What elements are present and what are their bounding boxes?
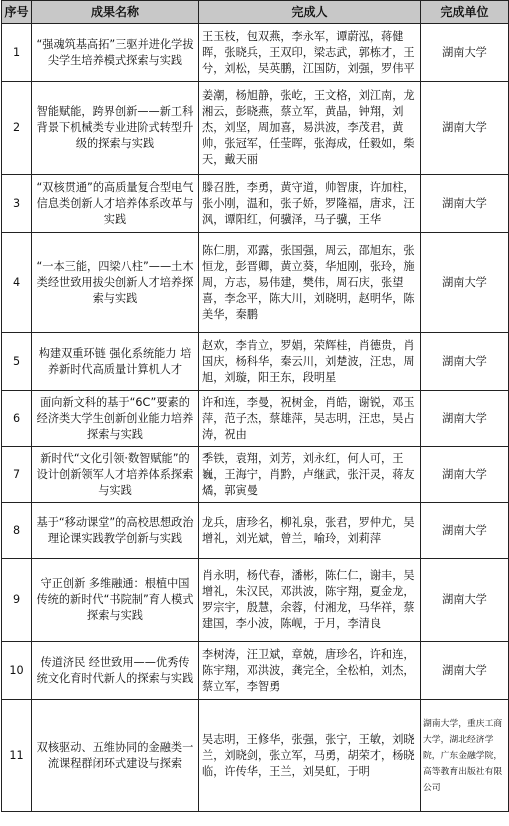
row-number: 6 [2,391,32,447]
completing-unit: 湖南大学 [421,175,509,233]
achievement-title: “强魂筑基高拓”三驱并进化学拔尖学生培养模式探索与实践 [32,24,199,82]
row-number: 9 [2,559,32,642]
member-list: 姜潮，杨旭静，张屹，王文格，刘江南，龙湘云，彭晓燕，蔡立军，黄晶，钟翔，刘杰，刘坚，周加喜，易洪波，李茂君，黄帅，张冠军，任莹晖，张海成，任毅如，柴天，戴天丽 [199,82,421,175]
table-row [2,503,509,559]
row-number: 3 [2,175,32,233]
member-list: 王玉枝，包双燕，李永军，谭蔚泓，蒋健晖，张晓兵，王双印，梁志武，郭栋才，王兮，刘松，吴英鹏，江国防，刘强，罗伟平 [199,24,421,82]
member-list: 许和连，李曼，祝树金，肖皓，谢锐，邓玉萍，范子杰，蔡雄萍，吴志明，汪忠，吴占涛，祝由 [199,391,421,447]
row-number: 8 [2,503,32,559]
header-number: 序号 [2,1,32,24]
completing-unit: 湖南大学 [421,503,509,559]
table-row [2,700,509,812]
row-number: 11 [2,700,32,812]
achievement-title: 传道济民 经世致用——优秀传统文化育时代新人的探索与实践 [32,642,199,700]
completing-unit: 湖南大学 [421,559,509,642]
table-row [2,642,509,700]
achievement-title: 守正创新 多维融通：根植中国传统的新时代“书院制”育人模式探索与实践 [32,559,199,642]
completing-unit: 湖南大学 [421,233,509,333]
member-list: 季铁，袁翔，刘芳，刘永红，何人可，王巍，王海宁，肖黔，卢继武，张汗灵，蒋友燏，郭寅曼 [199,447,421,503]
table-row [2,233,509,333]
achievement-title: 面向新文科的基于“6C”要素的经济类大学生创新创业能力培养探索与实践 [32,391,199,447]
member-list: 滕召胜，李勇，黄守道，帅智康，许加柱，张小刚，温和，张子娇，罗隆福，唐求，汪沨，谭阳红，何骥泽，马子骥，王华 [199,175,421,233]
member-list: 肖永明，杨代春，潘彬，陈仁仁，谢丰，吴增礼，朱汉民，邓洪波，陈宇翔，夏金龙，罗宗宇，殷慧，余蓉，付湘龙，马华祥，蔡建国，李小波，陈岘，于月，李清良 [199,559,421,642]
achievement-title: 新时代“文化引领·数智赋能”的设计创新领军人才培养体系探索与实践 [32,447,199,503]
member-list: 赵欢，李肯立，罗娟，荣辉桂，肖德贵，肖国庆，杨科华，秦云川，刘楚波，汪忠，周旭，刘璇，阳王东，段明星 [199,333,421,391]
achievement-title: “一本三能，四梁八柱”——土木类经世致用拔尖创新人才培养探索与实践 [32,233,199,333]
member-list: 李树涛，汪卫斌，章兢，唐珍名，许和连，陈宇翔，邓洪波，龚完全，全松柏，刘杰，蔡立军，李智勇 [199,642,421,700]
achievement-title: 基于“移动课堂”的高校思想政治理论课实践教学创新与实践 [32,503,199,559]
member-list: 陈仁朋，邓露，张国强，周云，邵旭东，张恒龙，彭晋卿，黄立葵，华旭刚，张玲，施周，方志，易伟建，樊伟，周石庆，张望喜，李念平，陈大川，刘晓明，赵明华，陈美华，秦鹏 [199,233,421,333]
row-number: 5 [2,333,32,391]
row-number: 1 [2,24,32,82]
header-members: 完成人 [199,1,421,24]
completing-unit: 湖南大学 [421,82,509,175]
row-number: 10 [2,642,32,700]
achievement-title: 构建双重环链 强化系统能力 培养新时代高质量计算机人才 [32,333,199,391]
header-title: 成果名称 [32,1,199,24]
table-row [2,24,509,82]
completing-unit: 湖南大学 [421,24,509,82]
completing-unit: 湖南大学 [421,391,509,447]
member-list: 龙兵，唐珍名，柳礼泉，张君，罗仲尤，吴增礼，刘光斌，曾兰，喻玲，刘莉萍 [199,503,421,559]
row-number: 7 [2,447,32,503]
header-row [2,1,509,24]
table-row [2,559,509,642]
completing-unit: 湖南大学 [421,642,509,700]
completing-unit: 湖南大学 [421,333,509,391]
table-row [2,82,509,175]
achievement-title: 智能赋能，跨界创新——新工科背景下机械类专业进阶式转型升级的探索与实践 [32,82,199,175]
table-row [2,447,509,503]
table-row [2,333,509,391]
member-list: 吴志明，王修华，张强，张宁，王敏，刘晓兰，刘晓剑，张立军，马勇，胡荣才，杨晓临，许传华，王兰，刘昊虹，于明 [199,700,421,812]
header-unit: 完成单位 [421,1,509,24]
table-row [2,175,509,233]
achievement-title: 双核驱动、五维协同的金融类一流课程群闭环式建设与探索 [32,700,199,812]
completing-unit: 湖南大学，重庆工商大学，湖北经济学院，广东金融学院，高等教育出版社有限公司 [421,700,509,812]
table-row [2,391,509,447]
achievement-title: “双核贯通”的高质量复合型电气信息类创新人才培养体系改革与实践 [32,175,199,233]
completing-unit: 湖南大学 [421,447,509,503]
row-number: 4 [2,233,32,333]
achievements-table [1,0,509,812]
row-number: 2 [2,82,32,175]
